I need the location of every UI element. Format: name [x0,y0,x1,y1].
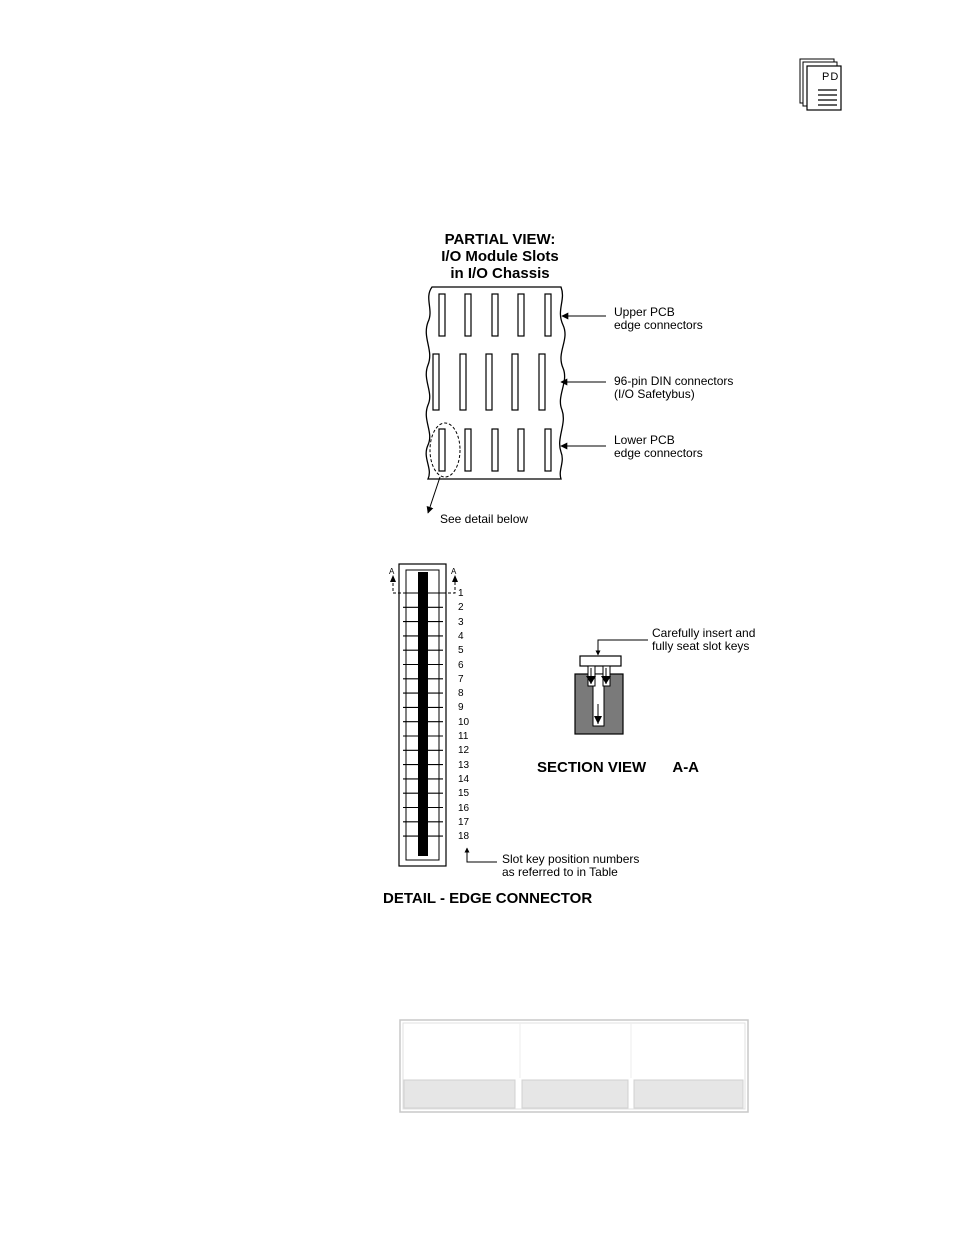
slot-key-number: 6 [458,659,464,671]
slot-key-number: 15 [458,788,470,800]
slot-key-number: 13 [458,759,470,771]
slot-key-note [502,853,639,879]
slot-key-note-arrow [467,848,497,862]
see-detail-label: See detail below [440,512,529,526]
section-callout [652,627,755,653]
slot-key-number: 18 [458,831,470,843]
section-view-drawing [575,640,648,734]
section-view-heading-left: SECTION VIEW [537,759,647,776]
slot-key-number: 8 [458,688,464,700]
upper-pcb-callout-line-2: edge connectors [614,318,703,332]
edge-connector-detail [390,564,458,866]
upper-pcb-callout-line-1: Upper PCB [614,305,675,319]
slot-key-number: 3 [458,616,464,628]
section-callout-line-2: fully seat slot keys [652,639,750,653]
slot-key-number: 17 [458,816,470,828]
detail-heading: DETAIL - EDGE CONNECTOR [383,890,593,907]
partial-view-title-line-2: I/O Module Slots [441,248,559,265]
slot-key-number: 2 [458,602,464,614]
slot-key-number: 12 [458,745,470,757]
section-view-heading [537,759,699,776]
section-marker-left: A [389,567,395,576]
section-marker-right: A [451,567,457,576]
lower-pcb-callout-line-2: edge connectors [614,446,703,460]
see-detail-arrow [428,477,440,513]
table-cell [522,1080,628,1108]
lower-pcb-callout-line-1: Lower PCB [614,433,675,447]
section-view-heading-right: A-A [672,759,700,776]
slot-key-number: 5 [458,645,464,657]
slot-key-note-line-2: as referred to in Table [502,865,618,879]
slot-key-number: 4 [458,630,464,642]
slot-key-number: 7 [458,673,464,685]
din-connector-callout-line-1: 96-pin DIN connectors [614,374,734,388]
lower-pcb-callout [614,434,703,460]
upper-pcb-callout [614,306,703,332]
section-callout-line-1: Carefully insert and [652,626,756,640]
slot-key-note-line-1: Slot key position numbers [502,852,640,866]
slot-key-number: 1 [458,588,464,599]
slot-key-number: 10 [458,716,470,728]
empty-table [400,1020,748,1112]
slot-key-number: 9 [458,702,464,714]
slot-key-number: 16 [458,802,470,814]
table-cell [404,1080,515,1108]
slot-key-number: 11 [458,731,469,742]
section-callout-arrow [598,640,648,655]
din-connector-callout-line-2: (I/O Safetybus) [614,387,695,401]
table-cell [634,1080,743,1108]
din-connector-callout [614,375,733,401]
pd-logo-text: PD [822,71,840,83]
slot-key-number: 14 [458,773,470,785]
partial-view-title-line-1: PARTIAL VIEW: [444,231,556,248]
partial-view-title-line-3: in I/O Chassis [450,265,550,282]
